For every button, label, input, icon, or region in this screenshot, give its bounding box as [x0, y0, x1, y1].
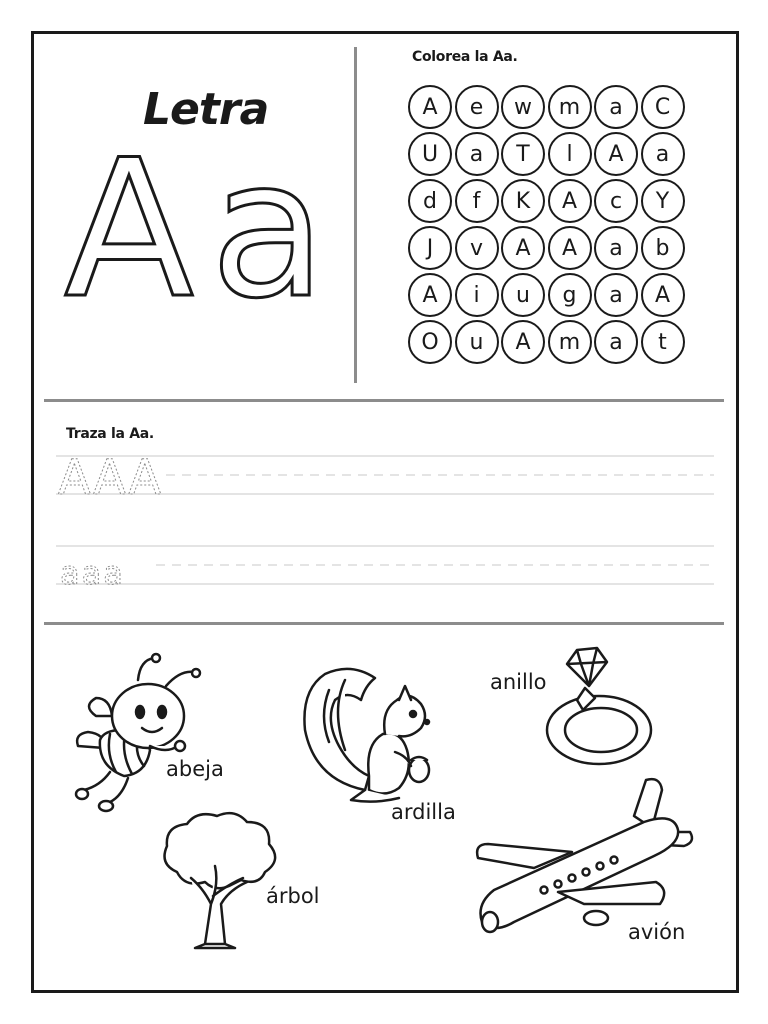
trace-row-lower	[56, 545, 714, 585]
vertical-divider	[354, 47, 357, 383]
big-letter-lower: a	[210, 145, 327, 305]
word-abeja: abeja	[166, 757, 224, 781]
letter-circle[interactable]: w	[501, 85, 545, 129]
word-arbol: árbol	[266, 884, 320, 908]
letter-circle[interactable]: i	[455, 273, 499, 317]
trace-instruction: Traza la Aa.	[66, 426, 154, 442]
letter-circle[interactable]: J	[408, 226, 452, 270]
trace-row-upper	[56, 455, 714, 495]
letter-grid	[408, 85, 687, 367]
squirrel-icon	[295, 660, 445, 810]
letter-circle[interactable]: m	[548, 320, 592, 364]
airplane-icon	[474, 772, 704, 942]
letter-circle[interactable]: O	[408, 320, 452, 364]
letter-circle[interactable]: a	[594, 85, 638, 129]
color-instruction: Colorea la Aa.	[412, 49, 518, 65]
letter-circle[interactable]: v	[455, 226, 499, 270]
letter-circle[interactable]: a	[594, 320, 638, 364]
ring-icon	[545, 640, 665, 770]
letter-circle[interactable]: A	[501, 320, 545, 364]
letter-circle[interactable]: u	[455, 320, 499, 364]
letter-circle[interactable]: g	[548, 273, 592, 317]
letter-circle[interactable]: A	[408, 273, 452, 317]
letter-circle[interactable]: c	[594, 179, 638, 223]
big-letters	[60, 145, 330, 305]
letter-circle[interactable]: T	[501, 132, 545, 176]
trace-lower-letters: aaa	[60, 554, 125, 585]
letter-circle[interactable]: l	[548, 132, 592, 176]
letter-circle[interactable]: d	[408, 179, 452, 223]
letter-circle[interactable]: a	[641, 132, 685, 176]
letter-circle[interactable]: u	[501, 273, 545, 317]
bee-icon	[70, 650, 210, 820]
letter-circle[interactable]: U	[408, 132, 452, 176]
letter-circle[interactable]: A	[408, 85, 452, 129]
trace-upper-letters: AAA	[58, 455, 163, 495]
word-ardilla: ardilla	[391, 800, 456, 824]
letter-circle[interactable]: m	[548, 85, 592, 129]
letter-circle[interactable]: A	[641, 273, 685, 317]
divider-bottom	[44, 622, 724, 625]
letter-circle[interactable]: A	[501, 226, 545, 270]
letter-circle[interactable]: C	[641, 85, 685, 129]
letter-circle[interactable]: f	[455, 179, 499, 223]
letter-circle[interactable]: a	[455, 132, 499, 176]
letter-circle[interactable]: t	[641, 320, 685, 364]
letter-circle[interactable]: b	[641, 226, 685, 270]
letter-circle[interactable]: A	[548, 226, 592, 270]
letter-circle[interactable]: A	[594, 132, 638, 176]
letter-circle[interactable]: e	[455, 85, 499, 129]
page-title: Letra	[143, 84, 269, 135]
big-letter-upper: A	[64, 145, 194, 305]
letter-circle[interactable]: a	[594, 273, 638, 317]
letter-circle[interactable]: a	[594, 226, 638, 270]
word-avion: avión	[628, 920, 686, 944]
tree-icon	[155, 808, 285, 953]
divider-top	[44, 399, 724, 402]
letter-circle[interactable]: A	[548, 179, 592, 223]
word-anillo: anillo	[490, 670, 547, 694]
letter-circle[interactable]: K	[501, 179, 545, 223]
letter-circle[interactable]: Y	[641, 179, 685, 223]
